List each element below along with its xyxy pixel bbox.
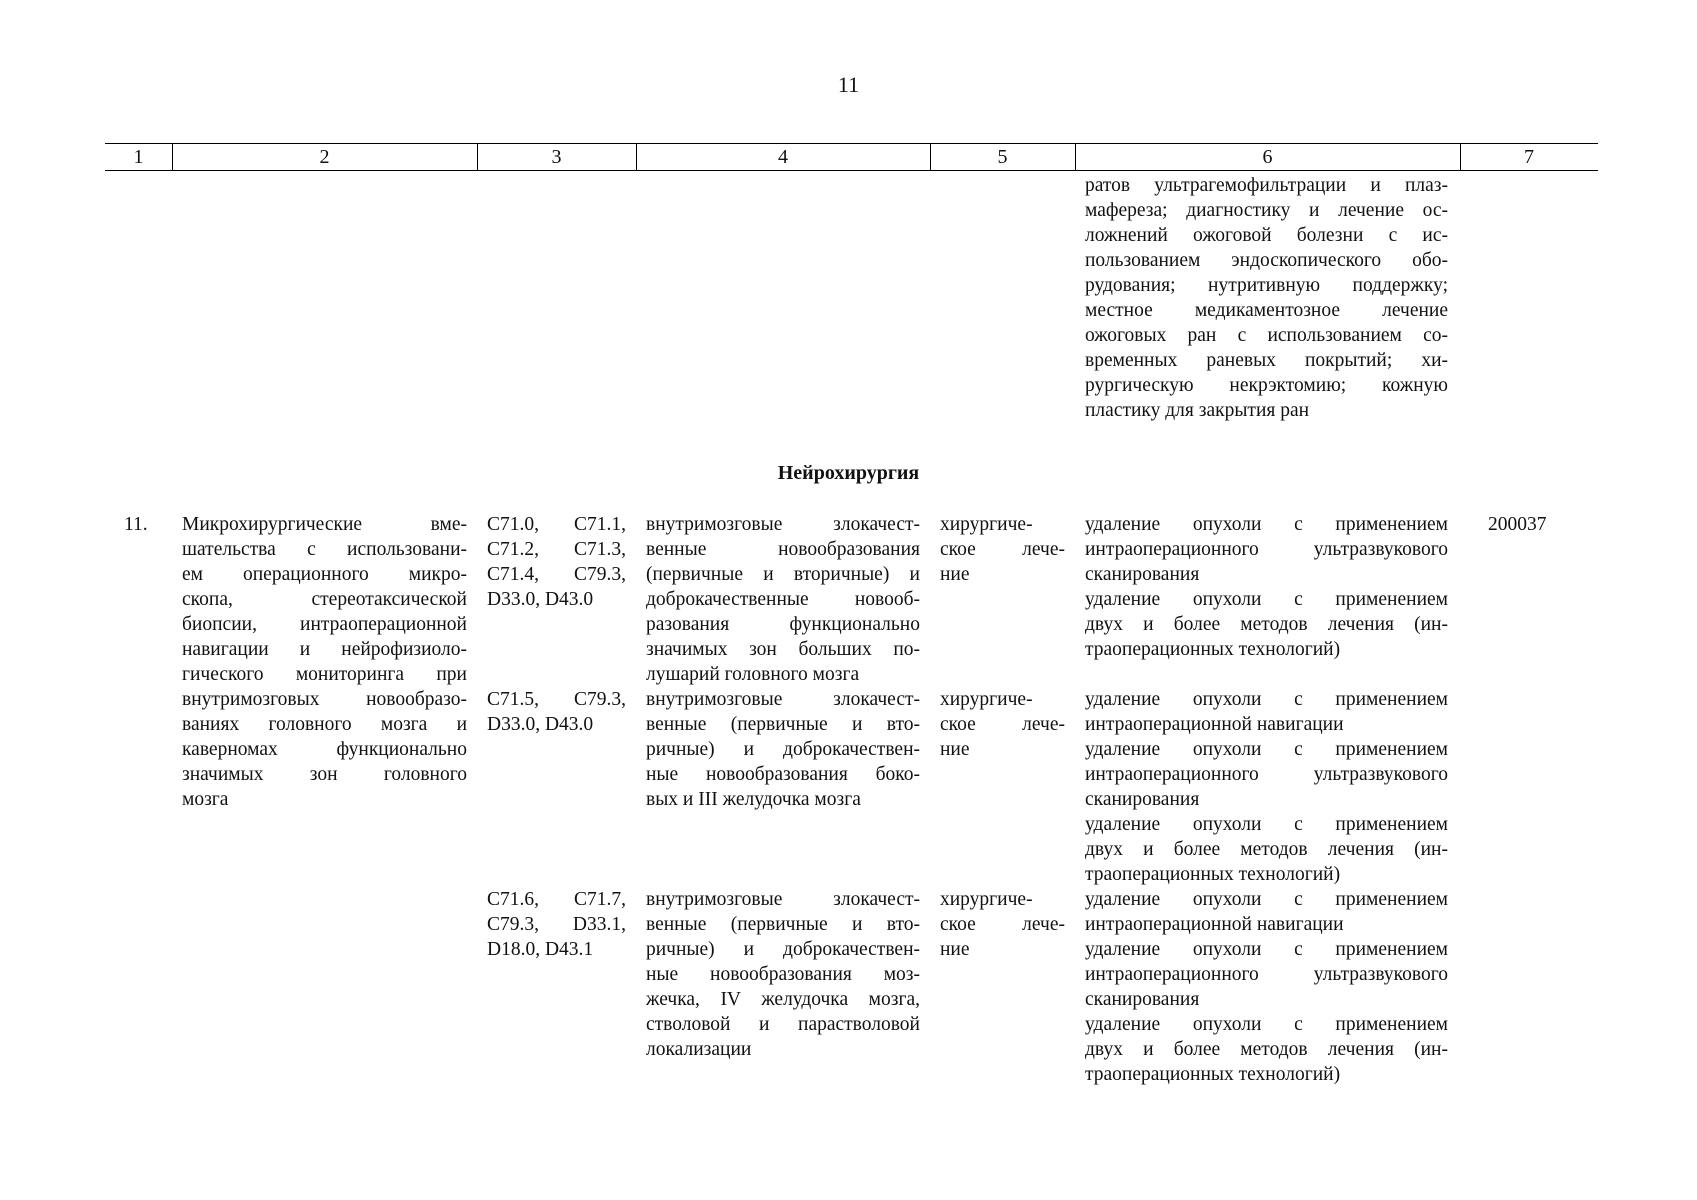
text-line: интраоперационного ультразвукового — [1085, 964, 1448, 985]
text-line: хирургиче- — [940, 889, 1033, 910]
text-line: ричные) и доброкачествен- — [646, 739, 920, 760]
text-line: двух и более методов лечения (ин- — [1085, 614, 1448, 635]
text-line: ское лече- — [940, 539, 1065, 560]
text-line: венные (первичные и вто- — [646, 914, 920, 935]
treatment-methods — [1085, 887, 1448, 1087]
text-line: шательства с использовани- — [182, 539, 467, 560]
text-line: локализации — [646, 1039, 752, 1060]
text-line: ложнений ожоговой болезни с ис- — [1085, 225, 1448, 246]
column-number-1: 1 — [133, 146, 144, 168]
text-line: ние — [940, 739, 970, 760]
text-line: навигации и нейрофизиоло- — [182, 639, 467, 660]
column-number-6: 6 — [1262, 146, 1273, 168]
text-line: удаление опухоли с применением — [1085, 689, 1448, 710]
treatment-methods — [1085, 512, 1448, 662]
text-line: интраоперационной навигации — [1085, 914, 1344, 935]
text-line: интраоперационного ультразвукового — [1085, 539, 1448, 560]
text-line: лушарий головного мозга — [646, 664, 860, 685]
text-line: ричные) и доброкачествен- — [646, 939, 920, 960]
text-line: удаление опухоли с применением — [1085, 739, 1448, 760]
text-line: C71.4, C79.3, — [487, 564, 626, 585]
text-line: венные (первичные и вто- — [646, 714, 920, 735]
text-line: каверномах функционально — [182, 739, 467, 760]
text-line: удаление опухоли с применением — [1085, 589, 1448, 610]
text-line: скопа, стереотаксической — [182, 589, 467, 610]
text-line: стволовой и парастволовой — [646, 1014, 920, 1035]
text-line: ское лече- — [940, 714, 1065, 735]
text-line: рудования; нутритивную поддержку; — [1085, 275, 1448, 296]
cost-value: 200037 — [1488, 514, 1547, 535]
text-line: гического мониторинга при — [182, 664, 467, 685]
column-number-2: 2 — [319, 146, 330, 168]
text-line: C79.3, D33.1, — [487, 914, 626, 935]
text-line: пластику для закрытия ран — [1085, 400, 1310, 421]
text-line: значимых зон больших по- — [646, 639, 920, 660]
text-line: местное медикаментозное лечение — [1085, 300, 1448, 321]
treatment-type — [940, 887, 1065, 962]
text-line: удаление опухоли с применением — [1085, 939, 1448, 960]
text-line: внутримозговые злокачест- — [646, 689, 920, 710]
text-line: хирургиче- — [940, 514, 1033, 535]
text-line: разования функционально — [646, 614, 920, 635]
text-line: ние — [940, 564, 970, 585]
text-line: Микрохирургические вме- — [182, 514, 467, 535]
text-line: внутримозговых новообразо- — [182, 689, 467, 710]
intervention-name — [182, 512, 467, 812]
diagnosis-text — [646, 887, 920, 1062]
text-line: вых и III желудочка мозга — [646, 789, 861, 810]
text-line: D33.0, D43.0 — [487, 714, 594, 735]
text-line: ные новообразования боко- — [646, 764, 920, 785]
treatment-type — [940, 687, 1065, 762]
header-bottom-rule — [105, 170, 1598, 171]
text-line: сканирования — [1085, 789, 1200, 810]
icd-codes — [487, 687, 626, 737]
text-line: ожоговых ран с использованием со- — [1085, 325, 1448, 346]
text-line: C71.0, C71.1, — [487, 514, 626, 535]
text-line: пользованием эндоскопического обо- — [1085, 250, 1448, 271]
diagnosis-text — [646, 687, 920, 812]
diagnosis-text — [646, 512, 920, 687]
text-line: удаление опухоли с применением — [1085, 814, 1448, 835]
text-line: интраоперационной навигации — [1085, 714, 1344, 735]
text-line: C71.6, C71.7, — [487, 889, 626, 910]
text-line: двух и более методов лечения (ин- — [1085, 839, 1448, 860]
header-top-rule — [105, 143, 1598, 144]
section-title: Нейрохирургия — [777, 462, 920, 484]
text-line: ем операционного микро- — [182, 564, 467, 585]
text-line: интраоперационного ультразвукового — [1085, 764, 1448, 785]
text-line: хирургиче- — [940, 689, 1033, 710]
text-line: ратов ультрагемофильтрации и плаз- — [1085, 175, 1448, 196]
text-line: C71.2, C71.3, — [487, 539, 626, 560]
text-line: удаление опухоли с применением — [1085, 889, 1448, 910]
text-line: траоперационных технологий) — [1085, 639, 1341, 660]
text-line: мозга — [182, 789, 229, 810]
text-line: временных раневых покрытий; хи- — [1085, 350, 1448, 371]
text-line: значимых зон головного — [182, 764, 467, 785]
column-number-3: 3 — [551, 146, 562, 168]
icd-codes — [487, 887, 626, 962]
row-number: 11. — [124, 514, 148, 535]
text-line: сканирования — [1085, 564, 1200, 585]
text-line: ные новообразования моз- — [646, 964, 920, 985]
column-number-5: 5 — [997, 146, 1008, 168]
text-line: D18.0, D43.1 — [487, 939, 594, 960]
treatment-methods — [1085, 687, 1448, 887]
text-line: удаление опухоли с применением — [1085, 514, 1448, 535]
text-line: ние — [940, 939, 970, 960]
text-line: биопсии, интраоперационной — [182, 614, 467, 635]
text-line: (первичные и вторичные) и — [646, 564, 920, 585]
text-line: ское лече- — [940, 914, 1065, 935]
text-line: двух и более методов лечения (ин- — [1085, 1039, 1448, 1060]
text-line: доброкачественные новооб- — [646, 589, 920, 610]
text-line: ваниях головного мозга и — [182, 714, 467, 735]
column-number-4: 4 — [778, 146, 788, 168]
text-line: мафереза; диагностику и лечение ос- — [1085, 200, 1448, 221]
continued-methods-text — [1085, 173, 1448, 423]
text-line: траоперационных технологий) — [1085, 864, 1341, 885]
text-line: сканирования — [1085, 989, 1200, 1010]
text-line: жечка, IV желудочка мозга, — [646, 989, 920, 1010]
page-number: 11 — [837, 72, 860, 97]
text-line: внутримозговые злокачест- — [646, 889, 920, 910]
text-line: траоперационных технологий) — [1085, 1064, 1341, 1085]
text-line: внутримозговые злокачест- — [646, 514, 920, 535]
text-line: C71.5, C79.3, — [487, 689, 626, 710]
text-line: D33.0, D43.0 — [487, 589, 594, 610]
column-number-7: 7 — [1524, 146, 1534, 168]
text-line: венные новообразования — [646, 539, 920, 560]
treatment-type — [940, 512, 1065, 587]
text-line: рургическую некрэктомию; кожную — [1085, 375, 1448, 396]
icd-codes — [487, 512, 626, 612]
text-line: удаление опухоли с применением — [1085, 1014, 1448, 1035]
